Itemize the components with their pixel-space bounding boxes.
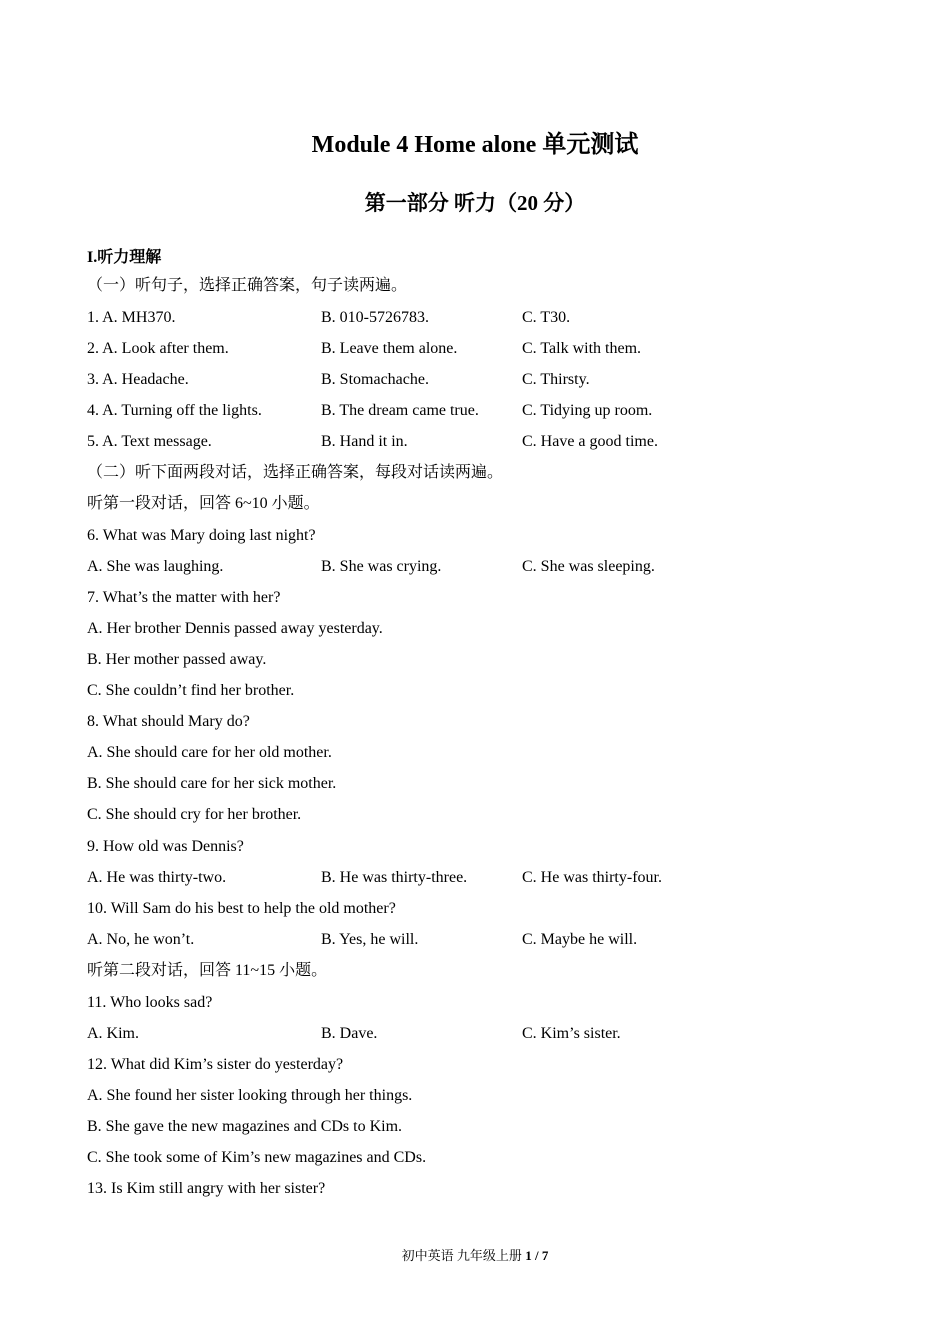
q13-question: 13. Is Kim still angry with her sister? (87, 1180, 326, 1197)
q1-option-a: 1. A. MH370. (87, 309, 176, 326)
q9-question: 9. How old was Dennis? (87, 838, 244, 855)
part-title: 第一部分 听力（20 分） (364, 191, 586, 215)
q6-option-b: B. She was crying. (321, 558, 442, 575)
q1-option-b: B. 010-5726783. (321, 309, 429, 326)
q11-question: 11. Who looks sad? (87, 994, 213, 1011)
dialog1-instruction: 听第一段对话，回答 6~10 小题。 (87, 495, 320, 512)
footer-label: 初中英语 九年级上册 (401, 1248, 522, 1263)
q6-option-a: A. She was laughing. (87, 558, 224, 575)
q4-option-c: C. Tidying up room. (522, 402, 653, 419)
q10-option-c: C. Maybe he will. (522, 931, 638, 948)
q5-option-b: B. Hand it in. (321, 433, 408, 450)
q5-option-c: C. Have a good time. (522, 433, 658, 450)
q8-question: 8. What should Mary do? (87, 713, 250, 730)
q7-option-b: B. Her mother passed away. (87, 651, 267, 668)
q11-option-b: B. Dave. (321, 1025, 378, 1042)
q8-option-a: A. She should care for her old mother. (87, 744, 332, 761)
q8-option-b: B. She should care for her sick mother. (87, 775, 337, 792)
page-title: Module 4 Home alone 单元测试 (311, 132, 639, 158)
q6-option-c: C. She was sleeping. (522, 558, 655, 575)
part1-instruction: （一）听句子，选择正确答案，句子读两遍。 (87, 277, 408, 294)
q10-option-a: A. No, he won’t. (87, 931, 195, 948)
q3-option-b: B. Stomachache. (321, 371, 429, 388)
q1-option-c: C. T30. (522, 309, 571, 326)
q9-option-b: B. He was thirty-three. (321, 869, 468, 886)
q11-option-a: A. Kim. (87, 1025, 139, 1042)
dialog2-instruction: 听第二段对话，回答 11~15 小题。 (87, 962, 328, 979)
q12-option-b: B. She gave the new magazines and CDs to Kim. (87, 1118, 403, 1135)
q8-option-c: C. She should cry for her brother. (87, 806, 302, 823)
q4-option-a: 4. A. Turning off the lights. (87, 402, 262, 419)
section-heading: I.听力理解 (87, 249, 162, 266)
q7-option-a: A. Her brother Dennis passed away yesterday. (87, 620, 383, 637)
q2-option-a: 2. A. Look after them. (87, 340, 229, 357)
q7-question: 7. What’s the matter with her? (87, 589, 281, 606)
page-footer (0, 1245, 950, 1264)
q2-option-b: B. Leave them alone. (321, 340, 458, 357)
q9-option-a: A. He was thirty-two. (87, 869, 227, 886)
q12-question: 12. What did Kim’s sister do yesterday? (87, 1056, 344, 1073)
part2-instruction: （二）听下面两段对话，选择正确答案，每段对话读两遍。 (87, 464, 504, 481)
q11-option-c: C. Kim’s sister. (522, 1025, 621, 1042)
q7-option-c: C. She couldn’t find her brother. (87, 682, 295, 699)
q4-option-b: B. The dream came true. (321, 402, 479, 419)
footer-total-pages: 7 (541, 1248, 549, 1263)
q5-option-a: 5. A. Text message. (87, 433, 212, 450)
footer-page-number: 1 (525, 1248, 532, 1263)
q9-option-c: C. He was thirty-four. (522, 869, 662, 886)
q6-question: 6. What was Mary doing last night? (87, 527, 316, 544)
q10-option-b: B. Yes, he will. (321, 931, 419, 948)
footer-separator: / (531, 1248, 542, 1263)
q3-option-a: 3. A. Headache. (87, 371, 189, 388)
q12-option-c: C. She took some of Kim’s new magazines and CDs. (87, 1149, 427, 1166)
q2-option-c: C. Talk with them. (522, 340, 642, 357)
q10-question: 10. Will Sam do his best to help the old mother? (87, 900, 396, 917)
q12-option-a: A. She found her sister looking through her things. (87, 1087, 413, 1104)
q3-option-c: C. Thirsty. (522, 371, 590, 388)
